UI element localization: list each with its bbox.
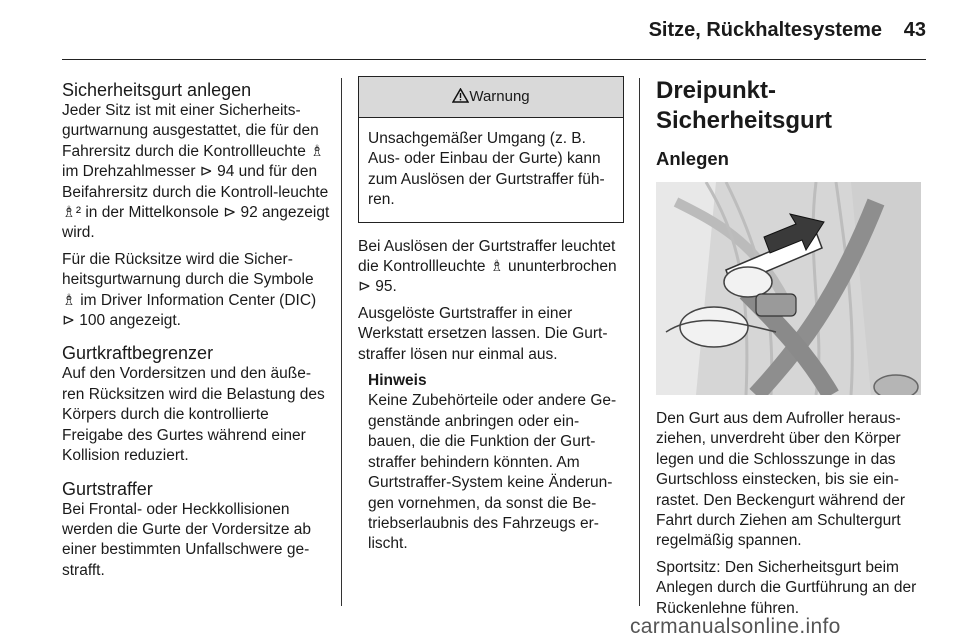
page-header-title: Sitze, Rückhaltesysteme xyxy=(648,19,882,41)
paragraph-pretensioner-light: Bei Auslösen der Gurtstraffer leuchtet die Kontrollleuchte ♗ ununterbrochen ⊳ 95. xyxy=(358,237,617,296)
note-text: Keine Zubehörteile oder andere Ge-genstände anbringen oder ein-bauen, die die Funktion der Gurt-straffer behindern könnten. Am Gurtstraffer-System keine Änderun-gen vornehmen, da sonst die Be-triebserlaubnis des Fahrzeugs er-lischt. xyxy=(368,392,617,553)
section-heading-seatbelt: Sicherheitsgurt anlegen xyxy=(62,80,252,100)
paragraph-replace-pretensioner: Ausgelöste Gurtstraffer in einer Werkstatt ersetzen lassen. Die Gurt-straffer lösen nur einmal aus. xyxy=(358,304,608,363)
header-divider xyxy=(62,59,926,60)
note-block xyxy=(368,371,626,555)
paragraph-seatbelt-warning: Jeder Sitz ist mit einer Sicherheits-gurtwarnung ausgestattet, die für den Fahrersitz durch die Kontrollleuchte ♗ im Drehzahlmesser ⊳ 94 und für den Beifahrersitz durch die Kontroll-leuchte ♗² in der Mittelkonsole ⊳ 92 angezeigt wird. xyxy=(62,102,330,242)
seatbelt-illustration-drawing xyxy=(656,182,921,395)
column-3 xyxy=(656,76,926,625)
paragraph-fasten-instructions: Den Gurt aus dem Aufroller heraus-ziehen, unverdreht über den Körper legen und die Schlosszunge in das Gurtschloss einstecken, bis sie ein-rastet. Den Beckengurt während der Fahrt durch Ziehen am Schultergurt regelmäßig spannen. xyxy=(656,410,905,550)
watermark: carmanualsonline.info xyxy=(630,615,841,638)
column-divider-1 xyxy=(341,78,342,606)
section-heading-three-point-belt: Dreipunkt-Sicherheitsgurt xyxy=(656,77,833,134)
column-2 xyxy=(358,76,626,555)
warning-header xyxy=(359,77,623,118)
page-number: 43 xyxy=(903,19,926,41)
warning-text: Unsachgemäßer Umgang (z. B. Aus- oder Einbau der Gurte) kann zum Auslösen der Gurtstraffer füh-ren. xyxy=(368,130,605,209)
warning-triangle-icon xyxy=(452,88,469,103)
column-divider-2 xyxy=(639,78,640,606)
section-heading-force-limiter: Gurtkraftbegrenzer xyxy=(62,343,214,364)
note-label: Hinweis xyxy=(368,372,427,390)
column-1 xyxy=(62,79,330,587)
subheading-fasten: Anlegen xyxy=(656,148,729,169)
seatbelt-illustration xyxy=(656,182,921,395)
paragraph-pretensioner: Bei Frontal- oder Heckkollisionen werden die Gurte der Vordersitze ab einer bestimmten Unfallschwere ge-strafft. xyxy=(62,500,311,579)
paragraph-force-limiter: Auf den Vordersitzen und den äuße-ren Rücksitzen wird die Belastung des Körpers durch die kontrollierte Freigabe des Gurtes während einer Kollision reduziert. xyxy=(62,365,325,465)
warning-box xyxy=(358,76,624,223)
section-heading-pretensioner: Gurtstraffer xyxy=(62,478,153,499)
warning-label: Warnung xyxy=(469,88,530,105)
paragraph-rear-seat-warning: Für die Rücksitze wird die Sicher-heitsgurtwarnung durch die Symbole ♗ im Driver Information Center (DIC) ⊳ 100 angezeigt. xyxy=(62,250,317,330)
paragraph-sport-seat: Sportsitz: Den Sicherheitsgurt beim Anlegen durch die Gurtführung an der Rückenlehne führen. xyxy=(656,558,917,617)
